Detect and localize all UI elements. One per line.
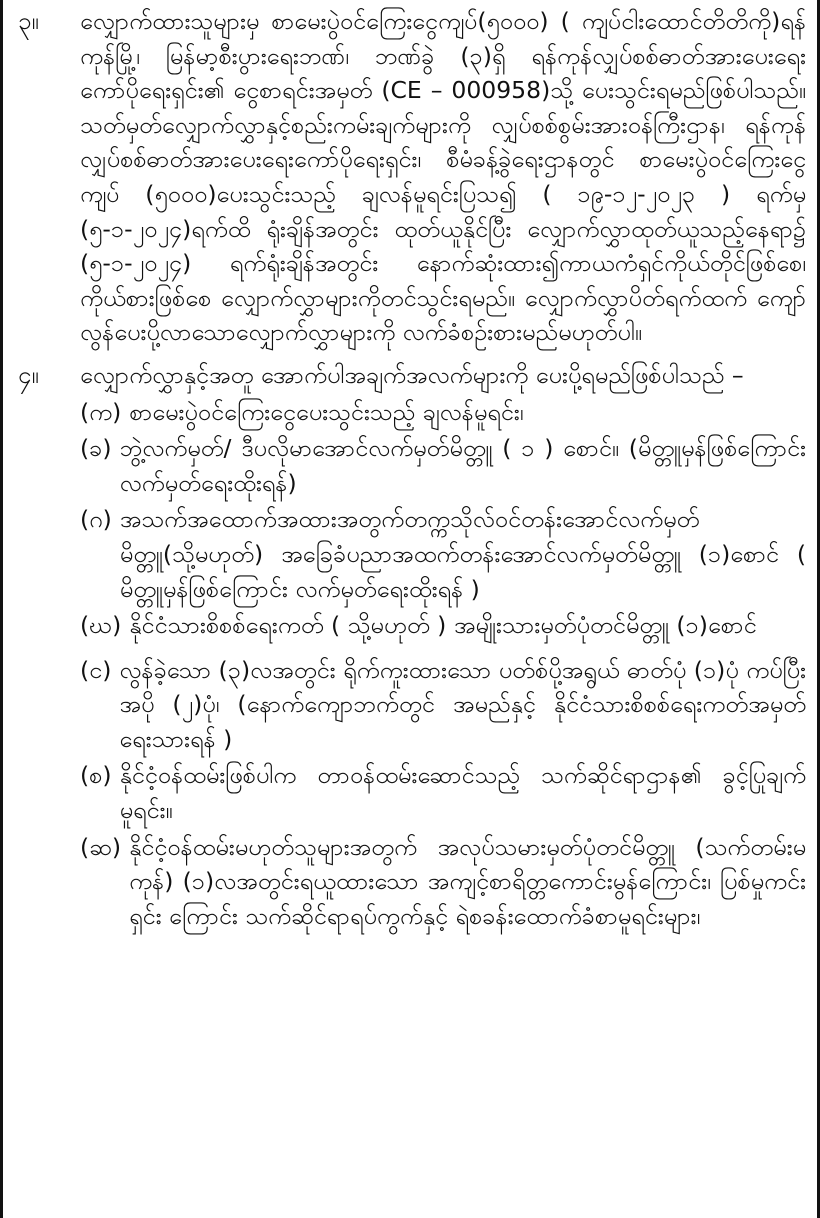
paragraph-text: လျှောက်ထားသူများမှ စာမေးပွဲဝင်ကြေးငွေကျပ်(၅၀၀၀) ( ကျပ်ငါးထောင်တိတိကို)ရန်ကုန်မြို့၊ မြန်မာ့စီးပွားရေးဘဏ်၊ ဘဏ်ခွဲ (၃)ရှိ ရန်ကုန်လျှပ်စစ်ဓာတ်အားပေးရေးကော်ပိုရေးရှင်း၏ ငွေစာရင်းအမှတ် (CE – 000958)သို့ ပေးသွင်းရမည်ဖြစ်ပါသည်။ သတ်မှတ်လျှောက်လွှာနှင့်စည်းကမ်းချက်များကို လျှပ်စစ်စွမ်းအားဝန်ကြီးဌာန၊ ရန်ကုန်လျှပ်စစ်ဓာတ်အားပေးရေးကော်ပိုရေးရှင်း၊ စီမံခန့်ခွဲရေးဌာနတွင် စာမေးပွဲဝင်ကြေးငွေကျပ် (၅၀၀၀)ပေးသွင်းသည့် ချလန်မူရင်းပြသ၍ ( ၁၉-၁၂-၂၀၂၃ ) ရက်မှ (၅-၁-၂၀၂၄)ရက်ထိ ရုံးချိန်အတွင်း ထုတ်ယူနိုင်ပြီး လျှောက်လွှာထုတ်ယူသည့်နေရာ၌ (၅-၁-၂၀၂၄) ရက်ရုံးချိန်အတွင်း နောက်ဆုံးထား၍ကာယကံရှင်ကိုယ်တိုင်ဖြစ်စေ၊ ကိုယ်စားဖြစ်စေ လျှောက်လွှာများကိုတင်သွင်းရမည်။ လျှောက်လွှာပိတ်ရက်ထက် ကျော်လွန်ပေးပို့လာသောလျှောက်လွှာများကို လက်ခံစဉ်းစားမည်မဟုတ်ပါ။ xyxy=(80,7,806,347)
list-item xyxy=(80,830,806,934)
list-item-text: စာမေးပွဲဝင်ကြေးငွေပေးသွင်းသည့် ချလန်မူရင်း၊ xyxy=(129,397,524,426)
list-item xyxy=(80,502,806,606)
list-item-label: (က) xyxy=(80,397,122,426)
list-item-text: အသက်အထောက်အထားအတွက်တက္ကသိုလ်ဝင်တန်းအောင်လက်မှတ်မိတ္တူ(သို့မဟုတ်) အခြေခံပညာအထက်တန်းအောင်လက်မှတ်မိတ္တူ (၁)စောင် ( မိတ္တူမှန်ဖြစ်ကြောင်း လက်မှတ်ရေးထိုးရန် ) xyxy=(119,505,806,603)
list-item-text: လွန်ခဲ့သော (၃)လအတွင်း ရိုက်ကူးထားသော ပတ်စ်ပို့အရွယ် ဓာတ်ပုံ (၁)ပုံ ကပ်ပြီး အပို (၂)ပုံ၊ (နောက်ကျောဘက်တွင် အမည်နှင့် နိုင်ငံသားစိစစ်ရေးကတ်အမှတ် ရေးသားရန် ) xyxy=(119,655,806,753)
list-item xyxy=(80,653,806,757)
list-item-text: နိုင်ငံသားစိစစ်ရေးကတ် ( သို့မဟုတ် ) အမျိုးသားမှတ်ပုံတင်မိတ္တူ (၁)စောင် xyxy=(129,611,757,640)
list-item-label: (ဂ) xyxy=(80,505,112,534)
list-item-text: နိုင်ငံ့ဝန်ထမ်းဖြစ်ပါက တာဝန်ထမ်းဆောင်သည့် သက်ဆိုင်ရာဌာန၏ ခွင့်ပြုချက်မူရင်း။ xyxy=(119,761,806,825)
document-body xyxy=(18,4,806,933)
list-item-label: (င) xyxy=(80,655,112,684)
list-item-label: (ဃ) xyxy=(80,611,122,640)
list-item xyxy=(80,608,806,643)
paragraph-text: လျှောက်လွှာနှင့်အတူ အောက်ပါအချက်အလက်များကို ပေးပို့ရမည်ဖြစ်ပါသည် – xyxy=(80,360,744,389)
list-item xyxy=(80,395,806,430)
list-item-text: နိုင်ငံ့ဝန်ထမ်းမဟုတ်သူများအတွက် အလုပ်သမားမှတ်ပုံတင်မိတ္တူ (သက်တမ်းမကုန်) (၁)လအတွင်းရယူထားသော အကျင့်စာရိတ္တကောင်းမွန်ကြောင်း၊ ပြစ်မှုကင်းရှင်း ကြောင်း သက်ဆိုင်ရာရပ်ကွက်နှင့် ရဲစခန်းထောက်ခံစာမူရင်းများ၊ xyxy=(129,832,806,930)
list-item-label: (ခ) xyxy=(80,434,112,463)
list-item xyxy=(80,758,806,827)
paragraph-4 xyxy=(18,358,806,393)
paragraph-number: ၄။ xyxy=(18,360,39,389)
list-item xyxy=(80,431,806,500)
list-item-label: (စ) xyxy=(80,761,112,790)
requirements-list xyxy=(80,395,806,934)
list-item-text: ဘွဲ့လက်မှတ်/ ဒီပလိုမာအောင်လက်မှတ်မိတ္တူ ( ၁ ) စောင်။ (မိတ္တူမှန်ဖြစ်ကြောင်း လက်မှတ်ရေးထိုးရန်) xyxy=(119,434,806,497)
list-item-label: (ဆ) xyxy=(80,832,122,861)
paragraph-3 xyxy=(18,4,806,350)
paragraph-number: ၃။ xyxy=(18,7,39,35)
